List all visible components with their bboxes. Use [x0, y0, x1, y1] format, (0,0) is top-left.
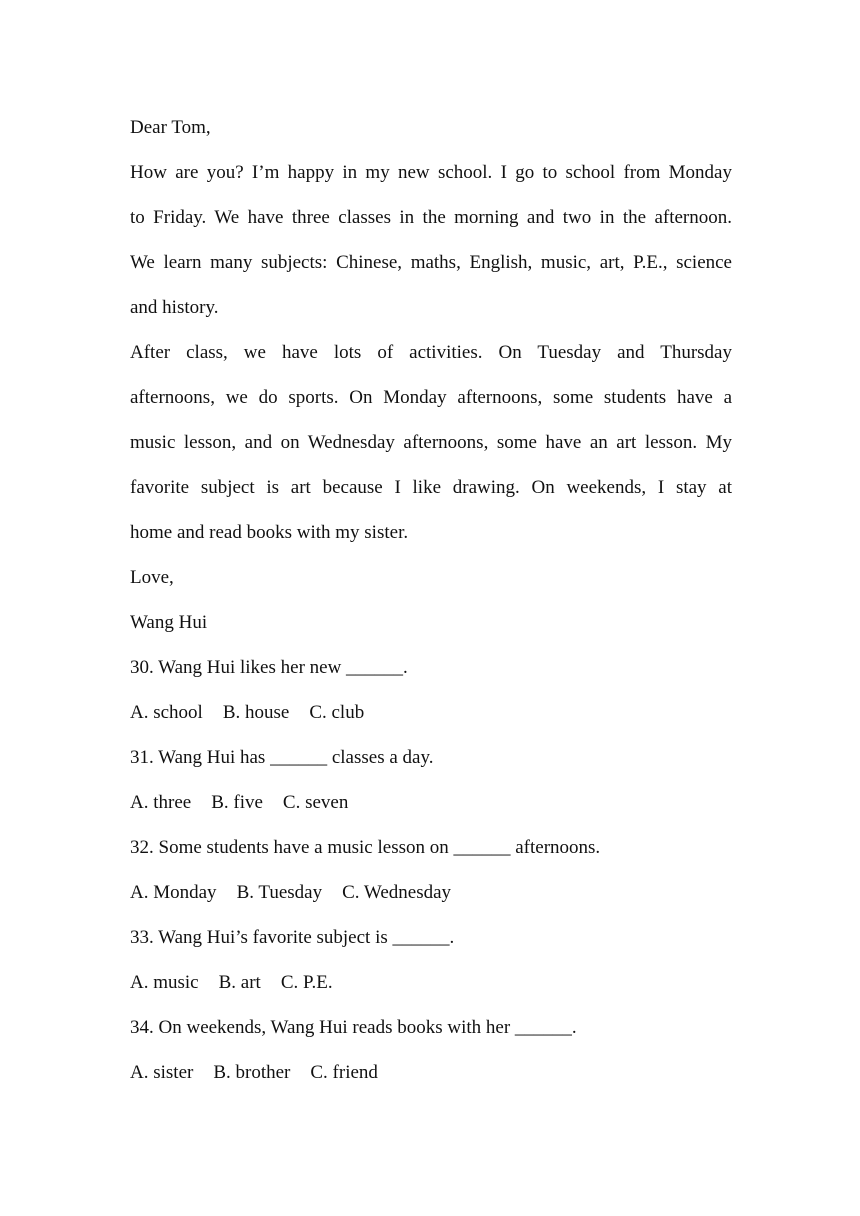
- questions-section: [130, 645, 732, 1095]
- letter-line: After class, we have lots of activities. On Tuesday and Thursday: [130, 342, 732, 363]
- answer-option: B. art: [218, 972, 261, 993]
- answer-option: A. three: [130, 792, 192, 813]
- answer-option: A. music: [130, 972, 199, 993]
- letter-line: music lesson, and on Wednesday afternoons, some have an art lesson. My: [130, 432, 732, 453]
- answer-option: A. school: [130, 702, 203, 723]
- question-stem: 34. On weekends, Wang Hui reads books with her ______.: [130, 1017, 577, 1038]
- letter-line: afternoons, we do sports. On Monday afternoons, some students have a: [130, 387, 732, 408]
- answer-option: B. five: [211, 792, 263, 813]
- answer-option: B. Tuesday: [236, 882, 323, 903]
- answer-option: C. seven: [282, 792, 349, 813]
- question-options: [130, 870, 732, 915]
- letter-line: to Friday. We have three classes in the morning and two in the afternoon.: [130, 207, 732, 228]
- question-options: [130, 1050, 732, 1095]
- question-stem: 32. Some students have a music lesson on ______ afternoons.: [130, 837, 601, 858]
- question-stem: 31. Wang Hui has ______ classes a day.: [130, 747, 434, 768]
- question-options: [130, 780, 732, 825]
- letter-body: [130, 150, 732, 555]
- letter-line: home and read books with my sister.: [130, 522, 409, 543]
- answer-option: C. friend: [310, 1062, 378, 1083]
- letter-closing: Love,: [130, 567, 174, 588]
- answer-option: C. Wednesday: [342, 882, 452, 903]
- answer-option: C. P.E.: [280, 972, 333, 993]
- letter-line: favorite subject is art because I like drawing. On weekends, I stay at: [130, 477, 732, 498]
- answer-option: A. sister: [130, 1062, 194, 1083]
- document-page: [130, 105, 732, 1095]
- answer-option: A. Monday: [130, 882, 217, 903]
- question-options: [130, 690, 732, 735]
- question-stem: 30. Wang Hui likes her new ______.: [130, 657, 408, 678]
- answer-option: C. club: [309, 702, 365, 723]
- question-options: [130, 960, 732, 1005]
- letter-line: We learn many subjects: Chinese, maths, English, music, art, P.E., science: [130, 252, 732, 273]
- answer-option: B. brother: [213, 1062, 291, 1083]
- letter-line: How are you? I’m happy in my new school. I go to school from Monday: [130, 162, 732, 183]
- question-stem: 33. Wang Hui’s favorite subject is ______.: [130, 927, 455, 948]
- answer-option: B. house: [222, 702, 290, 723]
- letter-greeting: Dear Tom,: [130, 117, 211, 138]
- letter-line: and history.: [130, 297, 219, 318]
- letter-signature: Wang Hui: [130, 612, 208, 633]
